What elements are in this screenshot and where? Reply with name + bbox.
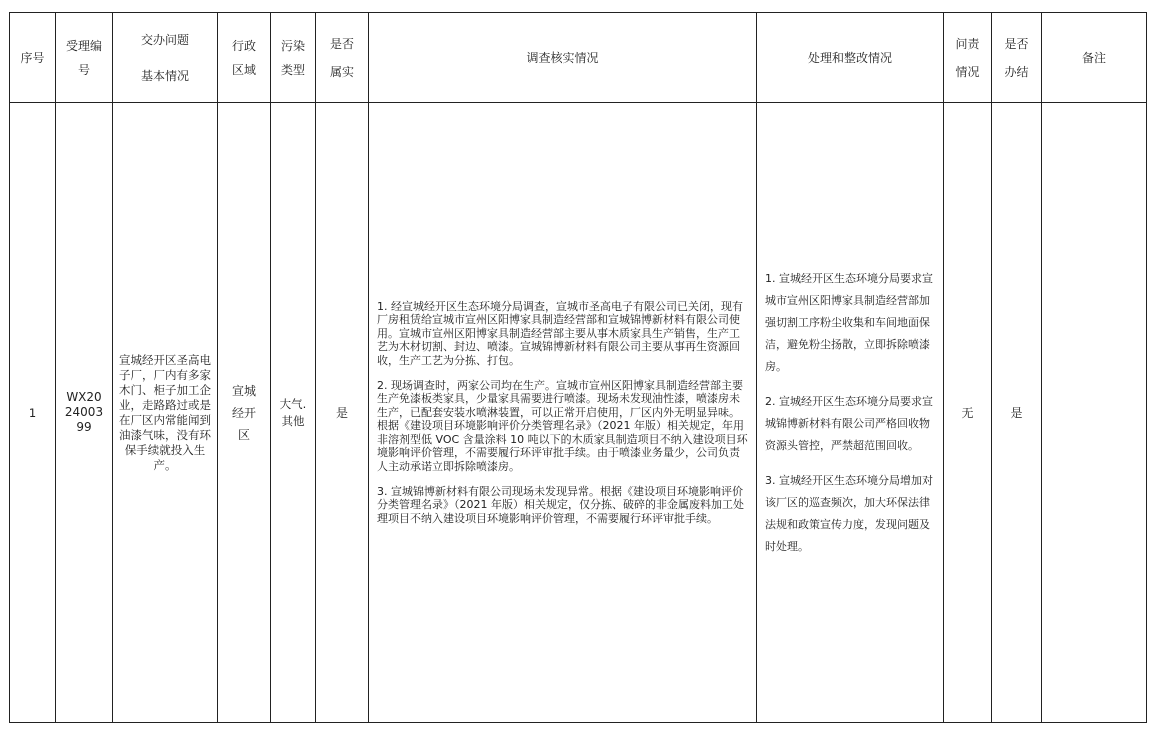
header-code	[56, 13, 113, 103]
handling-paragraph-3: 3. 宣城经开区生态环境分局增加对该厂区的巡查频次，加大环保法律法规和政策宣传力度，发现问题及时处理。	[765, 473, 933, 553]
header-investigation: 调查核实情况	[369, 13, 757, 103]
header-pollution-line2: 类型	[280, 62, 305, 77]
header-region-line1: 行政	[231, 38, 256, 53]
header-seq: 序号	[10, 13, 56, 103]
header-region-line2: 区域	[231, 62, 256, 77]
investigation-paragraph-3: 3. 宣城锦博新材料有限公司现场未发现异常。根据《建设项目环境影响评价分类管理名录》（2021 年版）相关规定，仅分拣、破碎的非金属废料加工处理项目不纳入建设项目环境影响评价管理，不需要履行环评审批手续。	[377, 484, 744, 525]
cell-pollution: 大气. 其他	[271, 103, 316, 723]
header-region	[218, 13, 271, 103]
cell-region: 宣城经开区	[218, 103, 271, 723]
case-table	[9, 12, 1147, 723]
table-header-row	[10, 13, 1147, 103]
header-remarks: 备注	[1042, 13, 1147, 103]
header-code-line2: 号	[77, 62, 90, 77]
cell-investigation	[369, 103, 757, 723]
cell-code: WX20 24003 99	[56, 103, 113, 723]
cell-remarks	[1042, 103, 1147, 723]
cell-accountability: 无	[944, 103, 992, 723]
header-code-line1: 受理编	[65, 38, 102, 53]
header-verified	[316, 13, 369, 103]
handling-paragraph-1: 1. 宣城经开区生态环境分局要求宣城市宣州区阳博家具制造经营部加强切割工序粉尘收集和车间地面保洁，避免粉尘扬散，立即拆除喷漆房。	[765, 271, 933, 373]
header-verified-line1: 是否	[329, 36, 354, 51]
handling-paragraph-2: 2. 宣城经开区生态环境分局要求宣城锦博新材料有限公司严格回收物资源头管控，严禁超范围回收。	[765, 394, 933, 452]
header-issue-line1: 交办问题	[140, 32, 189, 47]
header-issue-line2: 基本情况	[140, 68, 189, 83]
cell-closed: 是	[992, 103, 1042, 723]
cell-verified: 是	[316, 103, 369, 723]
cell-issue: 宣城经开区圣高电子厂，厂内有多家木门、柜子加工企业，走路路过或是在厂区内常能闻到油漆气味，没有环保手续就投入生产。	[113, 103, 218, 723]
header-handling: 处理和整改情况	[757, 13, 944, 103]
header-pollution	[271, 13, 316, 103]
header-accountability	[944, 13, 992, 103]
cell-handling	[757, 103, 944, 723]
table-row	[10, 103, 1147, 723]
investigation-paragraph-1: 1. 经宣城经开区生态环境分局调查，宣城市圣高电子有限公司已关闭，现有厂房租赁给宣城市宣州区阳博家具制造经营部和宣城锦博新材料有限公司使用。宣城市宣州区阳博家具制造经营部主要从事木质家具生产销售，生产工艺为木材切割、封边、喷漆。宣城锦博新材料有限公司主要从事再生资源回收，生产工艺为分拣、打包。	[377, 299, 743, 367]
header-accountability-line1: 问责	[955, 36, 980, 51]
header-verified-line2: 属实	[329, 64, 354, 79]
investigation-paragraph-2: 2. 现场调查时，两家公司均在生产。宣城市宣州区阳博家具制造经营部主要生产免漆板类家具，少量家具需要进行喷漆。现场未发现油性漆，喷漆房未生产，已配套安装水喷淋装置，可以正常开启使用，厂区内外无明显异味。根据《建设项目环境影响评价分类管理名录》（2021 年版）相关规定，年用非溶剂型低 VOC 含量涂料 10 吨以下的木质家具制造项目不纳入建设项目环境影响评价管理，不需要履行环评审批手续。由于喷漆业务量少，公司负责人主动承诺立即拆除喷漆房。	[377, 378, 748, 474]
header-closed-line2: 办结	[1004, 64, 1029, 79]
header-pollution-line1: 污染	[280, 38, 305, 53]
header-issue	[113, 13, 218, 103]
header-accountability-line2: 情况	[955, 64, 980, 79]
header-closed-line1: 是否	[1004, 36, 1029, 51]
cell-seq: 1	[10, 103, 56, 723]
header-closed	[992, 13, 1042, 103]
